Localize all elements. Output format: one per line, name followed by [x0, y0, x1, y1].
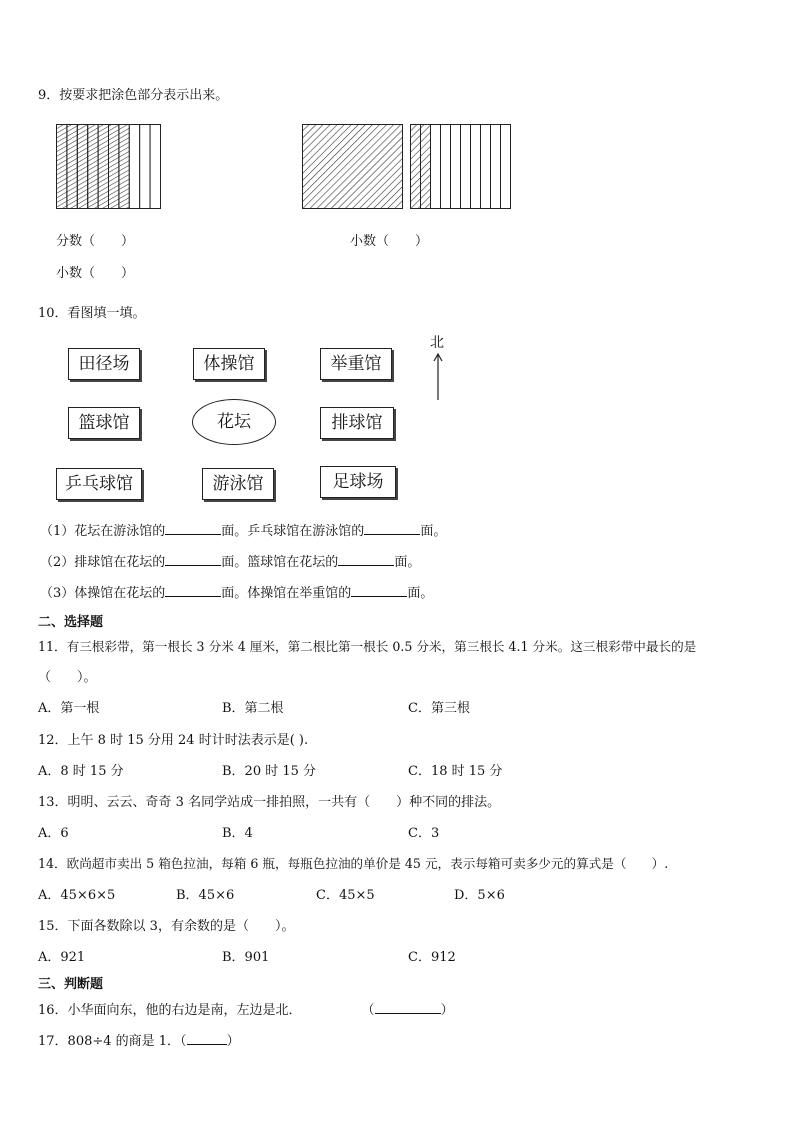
place-zuqiu: 足球场 — [320, 466, 396, 498]
shaded-column — [77, 125, 87, 209]
blank-column — [451, 125, 461, 209]
blank-column — [140, 125, 150, 209]
q16-row — [38, 999, 454, 1018]
item-text: 面。篮球馆在花坛的 — [221, 555, 339, 570]
answer-blank[interactable] — [165, 584, 221, 597]
q11-text-line2: （ ）。 — [38, 670, 97, 685]
blank-column — [441, 125, 451, 209]
q13-option-c[interactable]: C．3 — [408, 826, 440, 841]
answer-blank[interactable] — [165, 553, 221, 566]
place-juzhong: 举重馆 — [320, 348, 392, 380]
q9-title: 9．按要求把涂色部分表示出来。 — [38, 88, 229, 103]
q10-item-3 — [40, 582, 433, 601]
q9-decimal-label-right: 小数（ ） — [350, 234, 429, 249]
q14-option-d[interactable]: D．5×6 — [454, 888, 505, 903]
q12-option-c[interactable]: C．18 时 15 分 — [408, 764, 503, 779]
blank-column — [461, 125, 471, 209]
shaded-column — [88, 125, 98, 209]
place-huatan: 花坛 — [192, 399, 276, 445]
q9-figure-left — [56, 124, 162, 210]
shaded-column — [67, 125, 77, 209]
shaded-column — [57, 125, 67, 209]
place-paiqiu: 排球馆 — [320, 407, 394, 439]
item-number: （3） — [40, 586, 75, 601]
item-text: 面。 — [407, 586, 434, 601]
q16-open-paren: （ — [361, 1003, 375, 1018]
blank-column — [491, 125, 501, 209]
blank-column — [501, 125, 511, 209]
q13-option-a[interactable]: A．6 — [38, 826, 69, 841]
q11-option-a[interactable]: A．第一根 — [38, 701, 100, 716]
north-arrow-icon — [432, 352, 444, 402]
q14-option-a[interactable]: A．45×6×5 — [38, 888, 116, 903]
q15-option-c[interactable]: C．912 — [408, 950, 456, 965]
q11-option-b[interactable]: B．第二根 — [222, 701, 284, 716]
shaded-column — [109, 125, 119, 209]
section-heading-choice: 二、选择题 — [38, 615, 104, 630]
q16-answer-blank[interactable] — [375, 1001, 441, 1014]
q9-figure-right-square — [302, 124, 404, 210]
place-pingpang: 乒乓球馆 — [56, 468, 142, 500]
item-text: 面。体操馆在举重馆的 — [221, 586, 352, 601]
item-text: 花坛在游泳馆的 — [74, 524, 166, 539]
q10-item-2 — [40, 551, 420, 570]
q17-row — [38, 1030, 240, 1049]
q17-answer-blank[interactable] — [187, 1032, 227, 1045]
q13-option-b[interactable]: B．4 — [222, 826, 253, 841]
item-text: 面。 — [394, 555, 421, 570]
item-number: （2） — [40, 555, 75, 570]
q17-text: 17．808÷4 的商是 1．（ — [38, 1034, 187, 1049]
q10-title: 10．看图填一填。 — [38, 306, 146, 321]
q16-close-paren: ） — [440, 1003, 454, 1018]
q14-text: 14．欧尚超市卖出 5 箱色拉油，每箱 6 瓶，每瓶色拉油的单价是 45 元，表示每箱可卖多少元的算式是（ ）. — [38, 856, 669, 871]
q14-option-c[interactable]: C．45×5 — [316, 888, 375, 903]
item-text: 排球馆在花坛的 — [74, 555, 166, 570]
q12-text: 12．上午 8 时 15 分用 24 时计时法表示是( ). — [38, 733, 309, 748]
q9-figure-right-strip — [410, 124, 512, 210]
q16-text: 16．小华面向东，他的右边是南，左边是北． — [38, 1003, 302, 1018]
section-heading-judgement: 三、判断题 — [38, 977, 104, 992]
place-ticao: 体操馆 — [193, 348, 265, 380]
q15-option-a[interactable]: A．921 — [38, 950, 86, 965]
shaded-column — [98, 125, 108, 209]
place-lanqiu: 篮球馆 — [68, 407, 140, 439]
blank-column — [431, 125, 441, 209]
answer-blank[interactable] — [351, 584, 407, 597]
q11-option-c[interactable]: C．第三根 — [408, 701, 470, 716]
blank-column — [481, 125, 491, 209]
q9-fraction-label: 分数（ ） — [56, 234, 135, 249]
q12-option-a[interactable]: A．8 时 15 分 — [38, 764, 124, 779]
q15-text: 15．下面各数除以 3，有余数的是（ ）。 — [38, 919, 295, 934]
q11-text-line1: 11．有三根彩带，第一根长 3 分米 4 厘米，第二根比第一根长 0.5 分米，第三根长 4.1 分米。这三根彩带中最长的是 — [38, 639, 697, 654]
q10-item-1 — [40, 520, 446, 539]
q17-close-paren: ） — [226, 1034, 240, 1049]
q15-option-b[interactable]: B．901 — [222, 950, 270, 965]
item-text: 体操馆在花坛的 — [74, 586, 166, 601]
q13-text: 13．明明、云云、奇奇 3 名同学站成一排拍照，一共有（ ）种不同的排法。 — [38, 795, 501, 810]
answer-blank[interactable] — [364, 522, 420, 535]
q9-decimal-label-left: 小数（ ） — [56, 266, 135, 281]
item-text: 面。乒乓球馆在游泳馆的 — [221, 524, 365, 539]
shaded-column — [421, 125, 431, 209]
north-label: 北 — [430, 335, 444, 351]
item-number: （1） — [40, 524, 75, 539]
shaded-column — [411, 125, 421, 209]
q12-option-b[interactable]: B．20 时 15 分 — [222, 764, 317, 779]
blank-column — [471, 125, 481, 209]
place-youyong: 游泳馆 — [202, 468, 274, 500]
q14-option-b[interactable]: B．45×6 — [176, 888, 235, 903]
answer-blank[interactable] — [165, 522, 221, 535]
blank-column — [129, 125, 139, 209]
shaded-column — [119, 125, 129, 209]
item-text: 面。 — [420, 524, 447, 539]
place-tianjing: 田径场 — [68, 348, 140, 380]
blank-column — [150, 125, 160, 209]
answer-blank[interactable] — [338, 553, 394, 566]
